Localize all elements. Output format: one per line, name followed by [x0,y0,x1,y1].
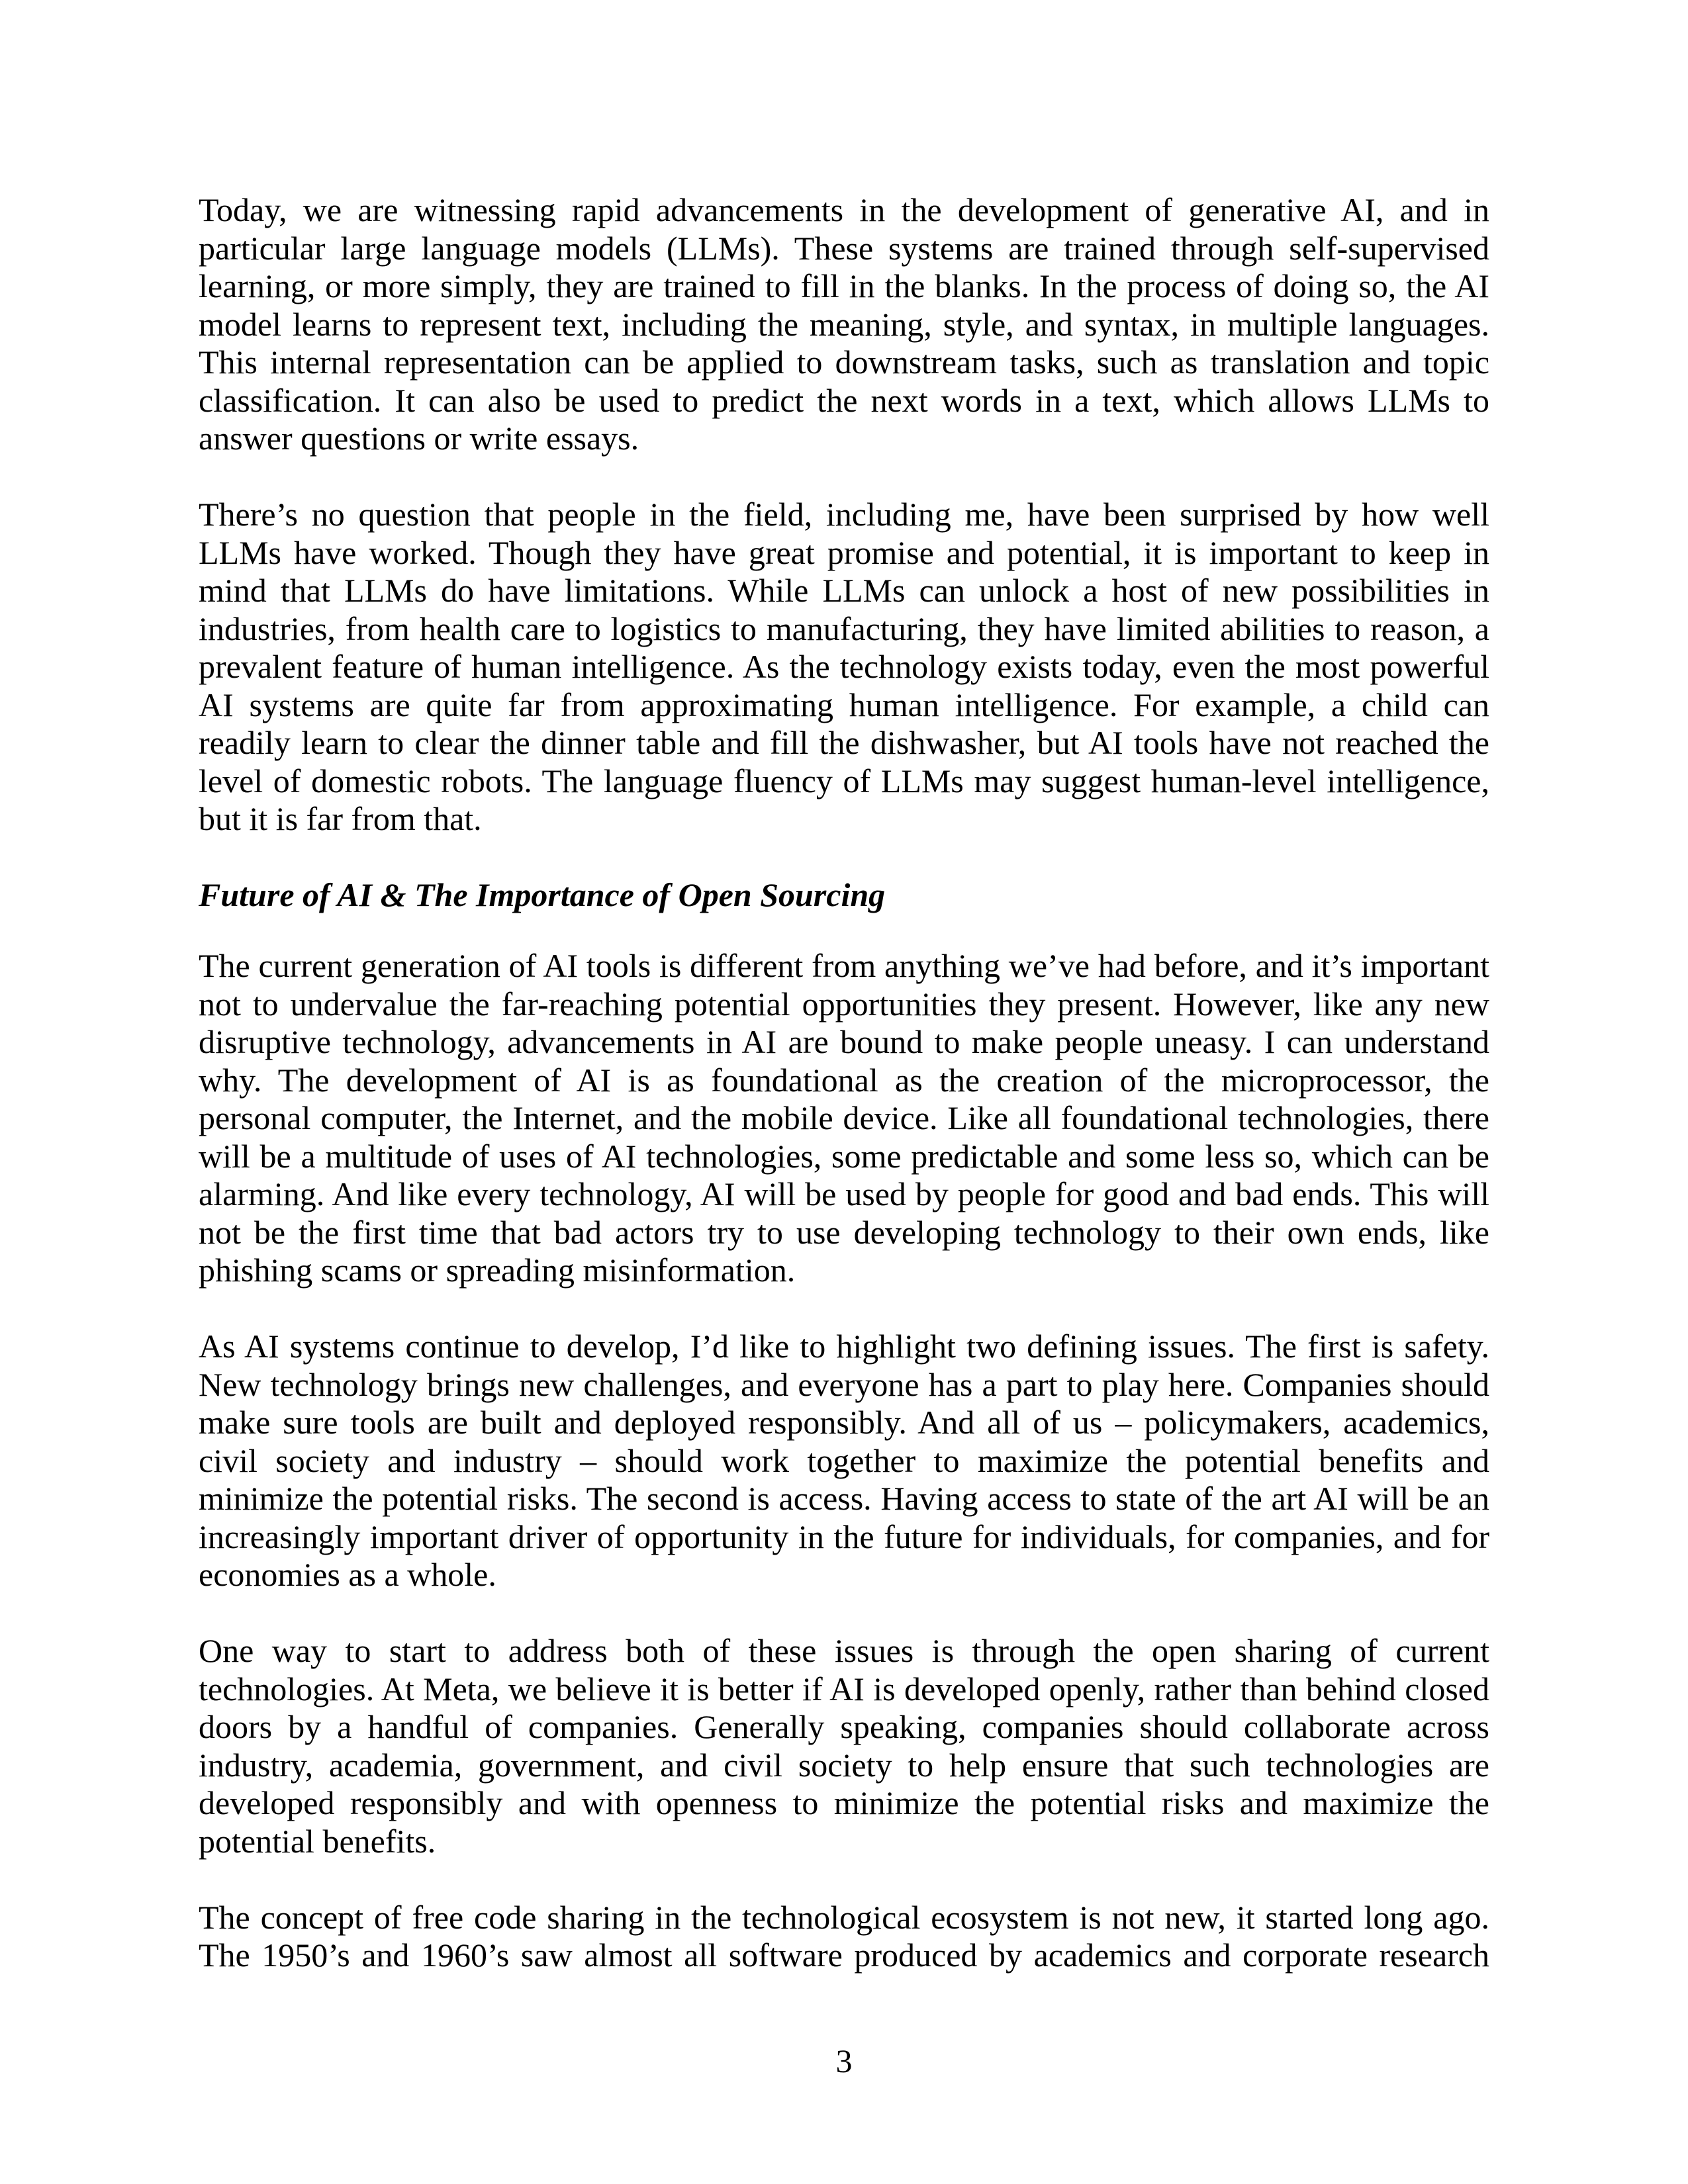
text-line: not to undervalue the far-reaching potential opportunities they present. However, like any new [199,985,1489,1023]
text-line: potential benefits. [199,1822,436,1860]
text-line: minimize the potential risks. The second is access. Having access to state of the art AI will be an [199,1480,1489,1517]
text-line: Today, we are witnessing rapid advancements in the development of generative AI, and in [199,191,1489,228]
text-line: disruptive technology, advancements in AI are bound to make people uneasy. I can understand [199,1023,1489,1060]
text-line: As AI systems continue to develop, I’d like to highlight two defining issues. The first is safety. [199,1328,1489,1365]
section-heading: Future of AI & The Importance of Open Sourcing [199,876,886,913]
text-line: developed responsibly and with openness to minimize the potential risks and maximize the [199,1784,1489,1821]
text-line: The 1950’s and 1960’s saw almost all software produced by academics and corporate research [199,1936,1489,1974]
text-line: alarming. And like every technology, AI will be used by people for good and bad ends. This will [199,1175,1489,1212]
text-line: economies as a whole. [199,1556,496,1593]
text-line: readily learn to clear the dinner table and fill the dishwasher, but AI tools have not reached the [199,724,1489,761]
text-line: will be a multitude of uses of AI technologies, some predictable and some less so, which can be [199,1137,1489,1175]
text-line: level of domestic robots. The language fluency of LLMs may suggest human-level intelligence, [199,762,1489,799]
text-line: One way to start to address both of these issues is through the open sharing of current [199,1632,1489,1669]
text-line: increasingly important driver of opportunity in the future for individuals, for companies, and for [199,1518,1489,1555]
text-line: mind that LLMs do have limitations. While LLMs can unlock a host of new possibilities in [199,572,1489,609]
text-line: make sure tools are built and deployed responsibly. And all of us – policymakers, academics, [199,1404,1489,1441]
text-line: but it is far from that. [199,800,482,837]
text-line: industries, from health care to logistics to manufacturing, they have limited abilities to reason, a [199,610,1489,647]
text-line: The concept of free code sharing in the technological ecosystem is not new, it started long ago. [199,1898,1489,1936]
text-line: This internal representation can be applied to downstream tasks, such as translation and topic [199,343,1489,381]
page-number: 3 [835,2042,853,2079]
text-line: why. The development of AI is as foundational as the creation of the microprocessor, the [199,1061,1489,1099]
text-line: learning, or more simply, they are trained to fill in the blanks. In the process of doing so, the AI [199,267,1489,304]
text-line: AI systems are quite far from approximating human intelligence. For example, a child can [199,686,1489,723]
text-line: particular large language models (LLMs). These systems are trained through self-supervised [199,229,1489,267]
text-line: industry, academia, government, and civil society to help ensure that such technologies are [199,1746,1489,1784]
text-line: There’s no question that people in the field, including me, have been surprised by how well [199,496,1489,533]
text-line: phishing scams or spreading misinformation. [199,1251,796,1289]
text-line: doors by a handful of companies. Generally speaking, companies should collaborate across [199,1708,1489,1745]
text-line: LLMs have worked. Though they have great promise and potential, it is important to keep in [199,533,1489,571]
text-line: prevalent feature of human intelligence. As the technology exists today, even the most powerful [199,648,1489,685]
text-line: The current generation of AI tools is different from anything we’ve had before, and it’s important [199,947,1489,984]
text-line: classification. It can also be used to predict the next words in a text, which allows LLMs to [199,381,1489,419]
text-line: New technology brings new challenges, and everyone has a part to play here. Companies should [199,1365,1489,1403]
text-line: civil society and industry – should work together to maximize the potential benefits and [199,1441,1489,1479]
text-line: technologies. At Meta, we believe it is better if AI is developed openly, rather than behind closed [199,1670,1489,1707]
text-line: answer questions or write essays. [199,420,639,457]
text-line: personal computer, the Internet, and the mobile device. Like all foundational technologies, there [199,1099,1489,1136]
text-line: model learns to represent text, including the meaning, style, and syntax, in multiple languages. [199,305,1489,343]
text-line: not be the first time that bad actors try to use developing technology to their own ends, like [199,1213,1489,1251]
